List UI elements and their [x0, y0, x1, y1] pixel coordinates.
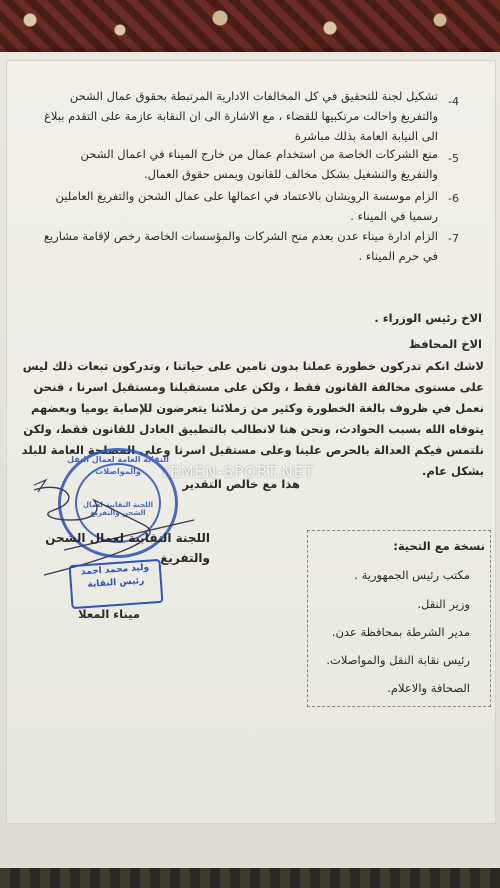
carpet-background-top [0, 0, 500, 55]
demand-point-4: تشكيل لجنة للتحقيق في كل المخالفات الادارية المرتبطة بحقوق عمال الشحن والتفريغ واحالت مرتكبيها للقضاء ، مع الاشارة الى ان النقابة عازمة على التقدم ببلاغ الى النيابة العامة بذلك مباشرة [44, 89, 438, 143]
demand-point-5: منع الشركات الخاصة من استخدام عمال من خارج الميناء في اعمال الشحن والتفريغ والتشغيل بشكل مخالف للقانون ويمس حقوق العمال. [80, 147, 438, 181]
committee-name: اللجنة النقابية لعمال الشحن والتفريغ [45, 531, 210, 565]
president-seal [69, 559, 164, 609]
copy-item: وزير النقل. [417, 597, 470, 611]
stamp-bottom-text: اللجنة النقابية لعمال الشحن والتفريغ [82, 501, 154, 517]
copy-item: مدير الشرطة بمحافظة عدن. [331, 625, 470, 639]
site-watermark: YEMEN-SPORT.NET [160, 463, 315, 481]
closing-line: هذا مع خالص التقدير [182, 477, 300, 491]
point-number-6: -6 [448, 192, 459, 205]
copy-item: رئيس نقابة النقل والمواصلات. [326, 653, 470, 667]
port-location: ميناء المعلا [78, 607, 140, 621]
floor-background-bottom [0, 868, 500, 888]
salutation-governor: الاخ المحافظ [408, 337, 482, 351]
point-number-4: -4 [448, 95, 459, 108]
stamp-mid-text: والمواصلات [95, 467, 141, 476]
president-seal-name: وليد محمد احمد [80, 562, 150, 578]
point-number-7: -7 [448, 232, 459, 245]
salutation-prime-minister: الاخ رئيس الوزراء . [374, 311, 482, 325]
president-seal-title: رئيس النقابة [87, 576, 145, 590]
copy-item: الصحافة والاعلام. [387, 681, 470, 695]
demand-point-6: الزام موسسة الرويشان بالاعتماد في اعمالها على عمال الشحن والتفريغ العاملين رسميا في الميناء . [55, 189, 438, 223]
demand-point-7: الزام ادارة ميناء عدن بعدم منح الشركات والمؤسسات الخاصة رخص لإقامة مشاريع في حرم الميناء . [43, 229, 438, 263]
copies-title: نسخة مع التحية: [393, 539, 485, 553]
copy-item: مكتب رئيس الجمهورية . [354, 568, 470, 582]
body-paragraph: لاشك انكم تدركون خطورة عملنا بدون تامين على حياتنا ، وتدركون تبعات ذلك ليس على مستوى مخالفة القانون فقط ، ولكن على مستقبلنا ومستقبل اسرنا ، فنحن نعمل في ظروف بالغة الخطورة وكثير من زملائنا يتعرضون للإصابة يوميا وبعضهم يتوفاه الله بسبب الحوادث، ونحن هنا لانطالب بالتطبيق العادل للقانون فقط، ولكن نلتمس فيكم العدالة بالحرص علينا وعلى مستقبل اسرنا وعلى المصلحة العامة للبلد بشكل عام. [21, 359, 484, 478]
stamp-top-text: النقابة العامة لعمال النقل [67, 455, 169, 464]
point-number-5: -5 [448, 152, 459, 165]
